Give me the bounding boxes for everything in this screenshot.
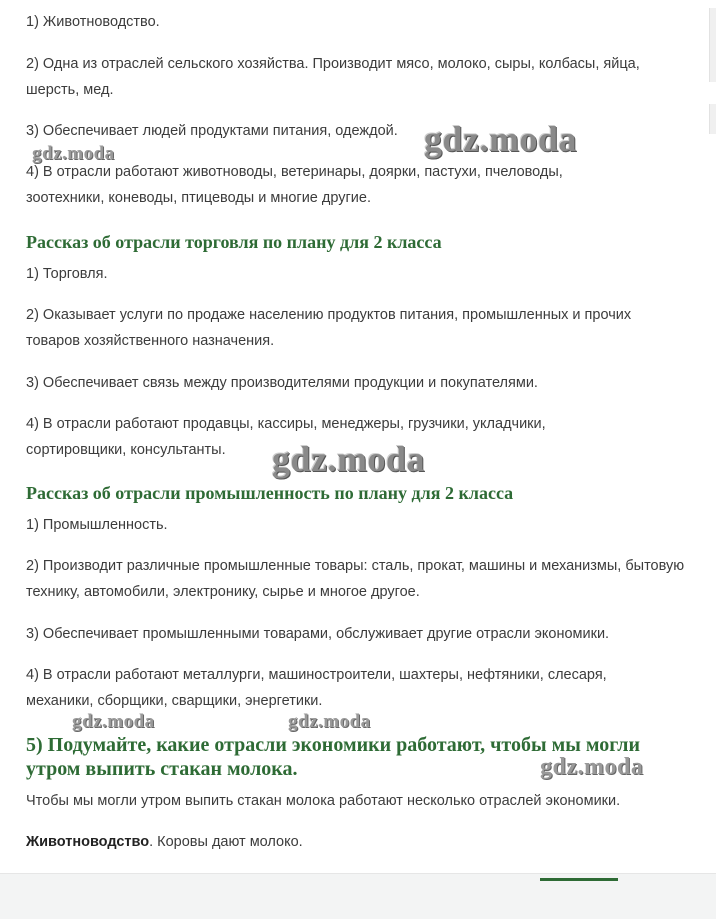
watermark: gdz.moda [272, 439, 426, 479]
paragraph: 1) Промышленность. [26, 517, 168, 533]
paragraph: 3) Обеспечивает связь между производителями продукции и покупателями. [26, 375, 538, 391]
paragraph: 2) Производит различные промышленные товары: сталь, прокат, машины и механизмы, бытовую технику, автомобили, электронику, сырье и многое другое. [26, 558, 685, 600]
section-heading: Рассказ об отрасли торговля по плану для 2 класса [26, 232, 442, 252]
paragraph: 3) Обеспечивает промышленными товарами, обслуживает другие отрасли экономики. [26, 626, 610, 642]
watermark: gdz.moda [288, 711, 371, 732]
paragraph: 1) Торговля. [26, 266, 108, 282]
paragraph: 3) Обеспечивает людей продуктами питания, одеждой. [26, 123, 398, 139]
question-heading: 5) Подумайте, какие отрасли экономики работают, чтобы мы могли утром выпить стакан молока. [26, 734, 641, 780]
paragraph: 4) В отрасли работают металлурги, машиностроители, шахтеры, нефтяники, слесаря, механики, сборщики, сварщики, энергетики. [26, 667, 607, 709]
paragraph-rest: . Коровы дают молоко. [149, 834, 303, 850]
sidebar-edge [709, 8, 716, 82]
watermark: gdz.moda [540, 754, 644, 780]
watermark: gdz.moda [72, 711, 155, 732]
watermark: gdz.moda [32, 143, 115, 164]
paragraph: 1) Животноводство. [26, 14, 160, 30]
bottom-accent[interactable] [540, 878, 618, 881]
sidebar-edge [709, 104, 716, 134]
bold-term: Животноводство [26, 834, 150, 850]
section-heading: Рассказ об отрасли промышленность по плану для 2 класса [26, 483, 514, 503]
watermark: gdz.moda [424, 119, 578, 159]
paragraph: 2) Оказывает услуги по продаже населению продуктов питания, промышленных и прочих товаров хозяйственного назначения. [26, 307, 632, 349]
paragraph: 2) Одна из отраслей сельского хозяйства. Производит мясо, молоко, сыры, колбасы, яйца, шерсть, мед. [26, 56, 640, 98]
paragraph: 4) В отрасли работают животноводы, ветеринары, доярки, пастухи, пчеловоды, зоотехники, коневоды, птицеводы и многие другие. [26, 164, 563, 206]
paragraph: Чтобы мы могли утром выпить стакан молока работают несколько отраслей экономики. [26, 793, 621, 809]
paragraph: 4) В отрасли работают продавцы, кассиры, менеджеры, грузчики, укладчики, сортировщики, консультанты. [26, 416, 546, 458]
paragraph [26, 829, 688, 855]
